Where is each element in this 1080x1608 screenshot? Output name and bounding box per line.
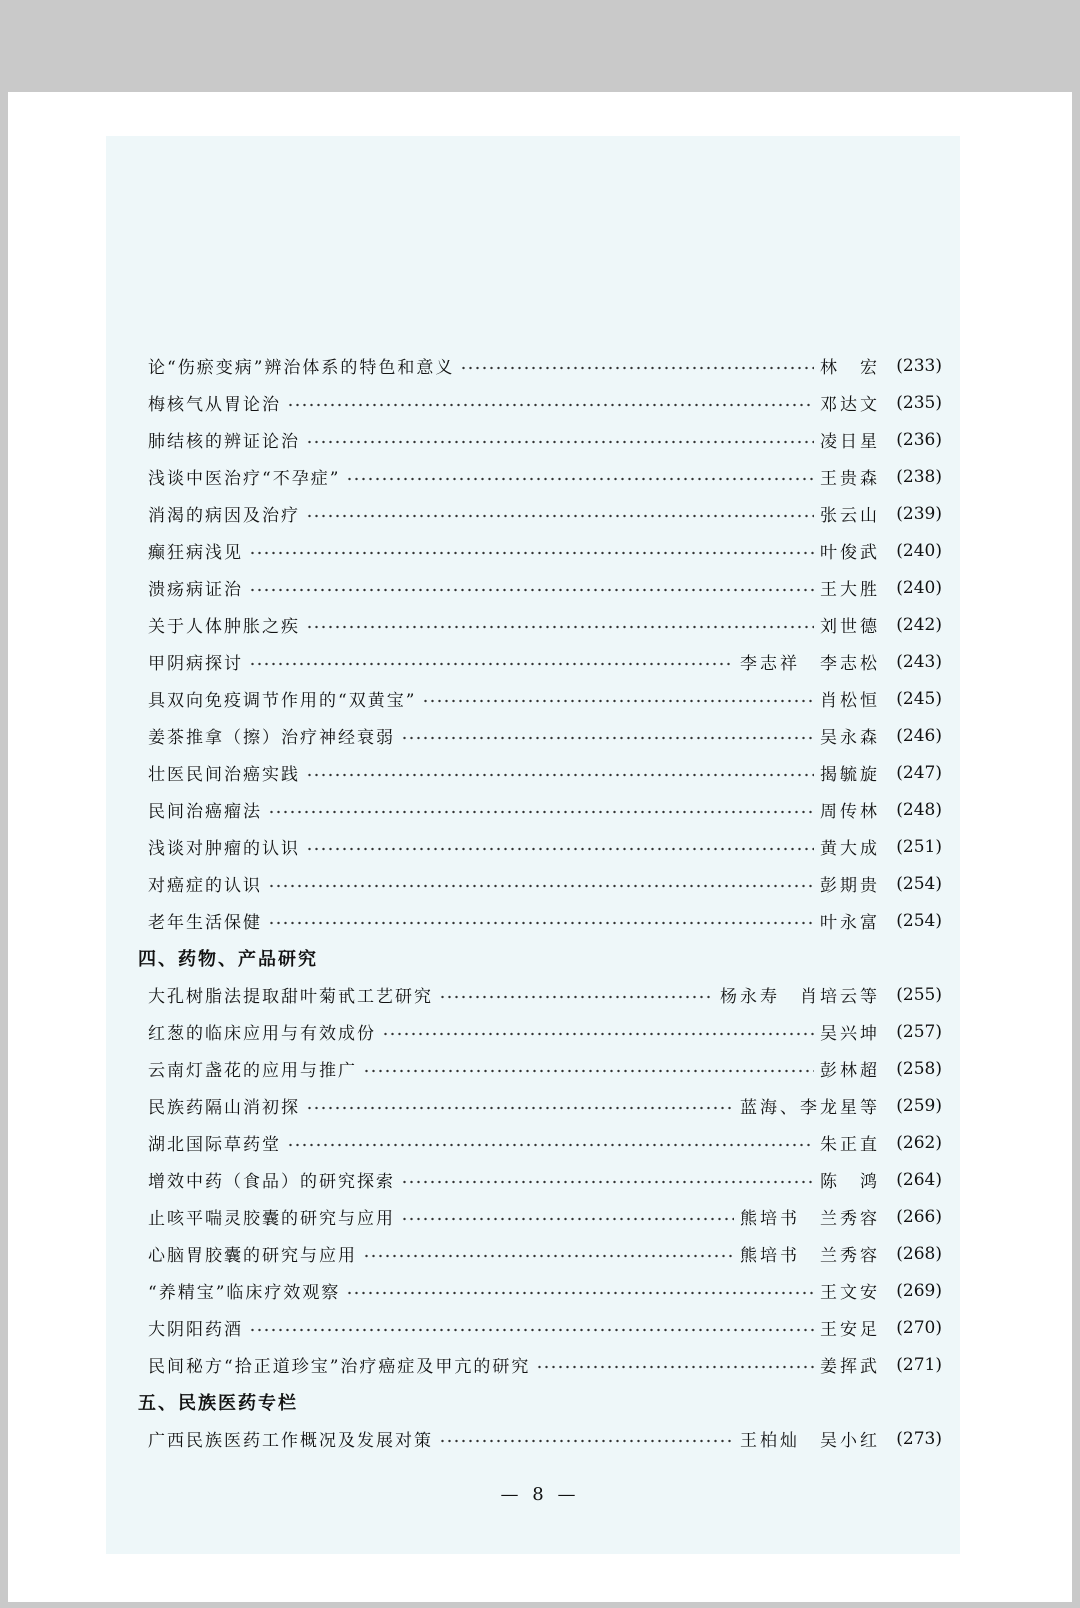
entry-page-number: (233) (896, 355, 942, 376)
entry-title: 湖北国际草药堂 (148, 1135, 281, 1155)
entry-page-number: (238) (896, 466, 942, 487)
toc-entry (148, 680, 942, 717)
entry-author: 王柏灿 吴小红 (740, 1431, 880, 1451)
toc-entry (148, 421, 942, 458)
toc-entry (148, 1161, 942, 1198)
entry-title: 壮医民间治癌实践 (148, 765, 300, 785)
entry-title: 大孔树脂法提取甜叶菊甙工艺研究 (148, 987, 433, 1007)
entry-title: “养精宝”临床疗效观察 (148, 1283, 341, 1303)
dot-leader (306, 514, 814, 518)
entry-author: 熊培书 兰秀容 (740, 1209, 880, 1229)
entry-author: 周传林 (820, 802, 880, 822)
toc-entry (148, 828, 942, 865)
toc-entry (148, 384, 942, 421)
dot-leader (439, 995, 714, 999)
toc-entry (148, 1013, 942, 1050)
entry-author: 叶俊武 (820, 543, 880, 563)
entry-author: 刘世德 (820, 617, 880, 637)
entry-author: 王大胜 (820, 580, 880, 600)
entry-page-number: (264) (896, 1169, 942, 1190)
entry-author: 黄大成 (820, 839, 880, 859)
entry-author: 邓达文 (820, 395, 880, 415)
entry-title: 浅谈对肿瘤的认识 (148, 839, 300, 859)
toc-entry (148, 902, 942, 939)
entry-page-number: (243) (896, 651, 942, 672)
dot-leader (439, 1439, 734, 1443)
entry-author: 李志祥 李志松 (740, 654, 880, 674)
entry-page-number: (273) (896, 1428, 942, 1449)
entry-title: 关于人体肿胀之疾 (148, 617, 300, 637)
entry-page-number: (269) (896, 1280, 942, 1301)
entry-title: 消渴的病因及治疗 (148, 506, 300, 526)
dot-leader (382, 1032, 814, 1036)
entry-title: 止咳平喘灵胶囊的研究与应用 (148, 1209, 395, 1229)
toc-entry (148, 791, 942, 828)
toc-entry (148, 606, 942, 643)
dot-leader (422, 699, 814, 703)
entry-title: 民间治癌瘤法 (148, 802, 262, 822)
entry-author: 朱正直 (820, 1135, 880, 1155)
toc-entry (148, 754, 942, 791)
dot-leader (268, 810, 814, 814)
entry-author: 吴永森 (820, 728, 880, 748)
toc-entry (148, 347, 942, 384)
entry-page-number: (240) (896, 577, 942, 598)
toc-entry (148, 569, 942, 606)
dot-leader (363, 1254, 734, 1258)
toc-entry (148, 458, 942, 495)
entry-author: 林 宏 (820, 358, 880, 378)
dot-leader (346, 477, 814, 481)
dot-leader (306, 440, 814, 444)
entry-author: 王贵森 (820, 469, 880, 489)
entry-page-number: (254) (896, 873, 942, 894)
entry-page-number: (236) (896, 429, 942, 450)
section-heading: 四、药物、产品研究 (138, 948, 318, 970)
toc-entry (148, 1124, 942, 1161)
dot-leader (306, 1106, 734, 1110)
entry-author: 肖松恒 (820, 691, 880, 711)
entry-author: 姜挥武 (820, 1357, 880, 1377)
dot-leader (306, 773, 814, 777)
entry-author: 彭林超 (820, 1061, 880, 1081)
entry-page-number: (262) (896, 1132, 942, 1153)
entry-author: 吴兴坤 (820, 1024, 880, 1044)
entry-title: 对癌症的认识 (148, 876, 262, 896)
dot-leader (536, 1365, 814, 1369)
entry-author: 熊培书 兰秀容 (740, 1246, 880, 1266)
dot-leader (401, 1180, 814, 1184)
entry-title: 癫狂病浅见 (148, 543, 243, 563)
dot-leader (249, 1328, 814, 1332)
entry-page-number: (248) (896, 799, 942, 820)
toc-entry (148, 865, 942, 902)
entry-title: 论“伤瘀变病”辨治体系的特色和意义 (148, 358, 455, 378)
entry-page-number: (242) (896, 614, 942, 635)
toc-entry (148, 1050, 942, 1087)
entry-page-number: (246) (896, 725, 942, 746)
toc-entry (148, 1272, 942, 1309)
entry-page-number: (259) (896, 1095, 942, 1116)
entry-title: 肺结核的辨证论治 (148, 432, 300, 452)
entry-title: 民族药隔山消初探 (148, 1098, 300, 1118)
entry-title: 增效中药（食品）的研究探索 (148, 1172, 395, 1192)
entry-title: 老年生活保健 (148, 913, 262, 933)
toc-entry (148, 1420, 942, 1457)
toc-entry (148, 1235, 942, 1272)
entry-page-number: (254) (896, 910, 942, 931)
entry-author: 彭期贵 (820, 876, 880, 896)
entry-title: 甲阴病探讨 (148, 654, 243, 674)
dot-leader (346, 1291, 814, 1295)
entry-page-number: (257) (896, 1021, 942, 1042)
entry-author: 凌日星 (820, 432, 880, 452)
entry-author: 张云山 (820, 506, 880, 526)
entry-page-number: (255) (896, 984, 942, 1005)
dot-leader (306, 625, 814, 629)
entry-title: 具双向免疫调节作用的“双黄宝” (148, 691, 417, 711)
entry-title: 溃疡病证治 (148, 580, 243, 600)
entry-page-number: (245) (896, 688, 942, 709)
entry-page-number: (258) (896, 1058, 942, 1079)
dot-leader (306, 847, 814, 851)
entry-title: 广西民族医药工作概况及发展对策 (148, 1431, 433, 1451)
entry-page-number: (240) (896, 540, 942, 561)
dot-leader (249, 588, 814, 592)
toc-entry (148, 976, 942, 1013)
page-number: — 8 — (500, 1484, 580, 1505)
toc-entry (148, 495, 942, 532)
dot-leader (460, 366, 814, 370)
entry-page-number: (251) (896, 836, 942, 857)
dot-leader (249, 551, 814, 555)
entry-title: 浅谈中医治疗“不孕症” (148, 469, 341, 489)
table-of-contents (138, 347, 942, 1457)
entry-page-number: (235) (896, 392, 942, 413)
entry-title: 大阴阳药酒 (148, 1320, 243, 1340)
entry-title: 梅核气从胃论治 (148, 395, 281, 415)
entry-page-number: (268) (896, 1243, 942, 1264)
dot-leader (287, 1143, 814, 1147)
entry-page-number: (239) (896, 503, 942, 524)
dot-leader (268, 921, 814, 925)
entry-author: 杨永寿 肖培云等 (720, 987, 880, 1007)
dot-leader (401, 1217, 734, 1221)
entry-author: 王安足 (820, 1320, 880, 1340)
dot-leader (401, 736, 814, 740)
toc-entry (148, 532, 942, 569)
toc-entry (148, 1087, 942, 1124)
dot-leader (268, 884, 814, 888)
entry-title: 红葱的临床应用与有效成份 (148, 1024, 376, 1044)
dot-leader (287, 403, 814, 407)
entry-title: 民间秘方“拾正道珍宝”治疗癌症及甲亢的研究 (148, 1357, 531, 1377)
toc-entry (148, 1309, 942, 1346)
entry-title: 云南灯盏花的应用与推广 (148, 1061, 357, 1081)
entry-title: 心脑胃胶囊的研究与应用 (148, 1246, 357, 1266)
entry-title: 姜茶推拿（擦）治疗神经衰弱 (148, 728, 395, 748)
entry-author: 揭毓旋 (820, 765, 880, 785)
entry-page-number: (271) (896, 1354, 942, 1375)
entry-author: 蓝海、李龙星等 (740, 1098, 880, 1118)
toc-entry (148, 1346, 942, 1383)
entry-page-number: (266) (896, 1206, 942, 1227)
entry-page-number: (247) (896, 762, 942, 783)
dot-leader (363, 1069, 814, 1073)
section-heading: 五、民族医药专栏 (138, 1392, 298, 1414)
entry-page-number: (270) (896, 1317, 942, 1338)
entry-author: 陈 鸿 (820, 1172, 880, 1192)
toc-entry (148, 717, 942, 754)
toc-entry (148, 643, 942, 680)
entry-author: 叶永富 (820, 913, 880, 933)
dot-leader (249, 662, 734, 666)
entry-author: 王文安 (820, 1283, 880, 1303)
toc-entry (148, 1198, 942, 1235)
